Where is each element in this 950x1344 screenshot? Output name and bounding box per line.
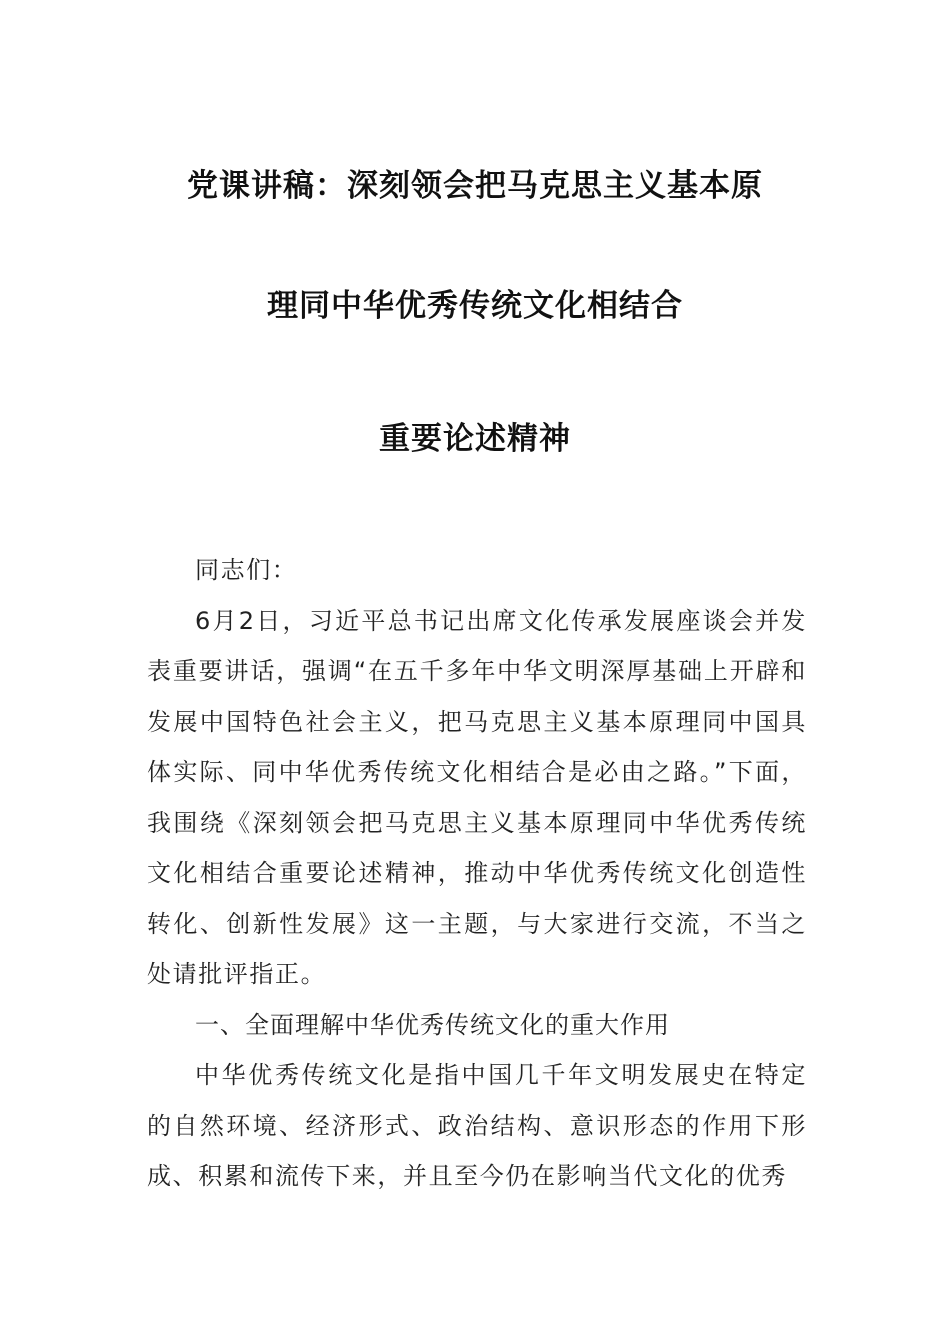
paragraph-section-1: 中华优秀传统文化是指中国几千年文明发展史在特定的自然环境、经济形式、政治结构、意识形态的作用下形成、积累和流传下来，并且至今仍在影响当代文化的优秀	[147, 1061, 807, 1190]
document-title-line-3: 重要论述精神	[379, 421, 571, 457]
document-title-line-1: 党课讲稿：深刻领会把马克思主义基本原	[187, 168, 763, 204]
paragraph-intro: 6月2日，习近平总书记出席文化传承发展座谈会并发表重要讲话，强调“在五千多年中华文明深厚基础上开辟和发展中国特色社会主义，把马克思主义基本原理同中国具体实际、同中华优秀传统文化相结合是必由之路。”下面，我围绕《深刻领会把马克思主义基本原理同中华优秀传统文化相结合重要论述精神，推动中华优秀传统文化创造性转化、创新性发展》这一主题，与大家进行交流，不当之处请批评指正。	[147, 606, 807, 988]
salutation: 同志们：	[195, 556, 298, 584]
document-body	[147, 545, 807, 1202]
document-title-line-2: 理同中华优秀传统文化相结合	[267, 288, 683, 324]
section-heading-1: 一、全面理解中华优秀传统文化的重大作用	[195, 1010, 670, 1039]
